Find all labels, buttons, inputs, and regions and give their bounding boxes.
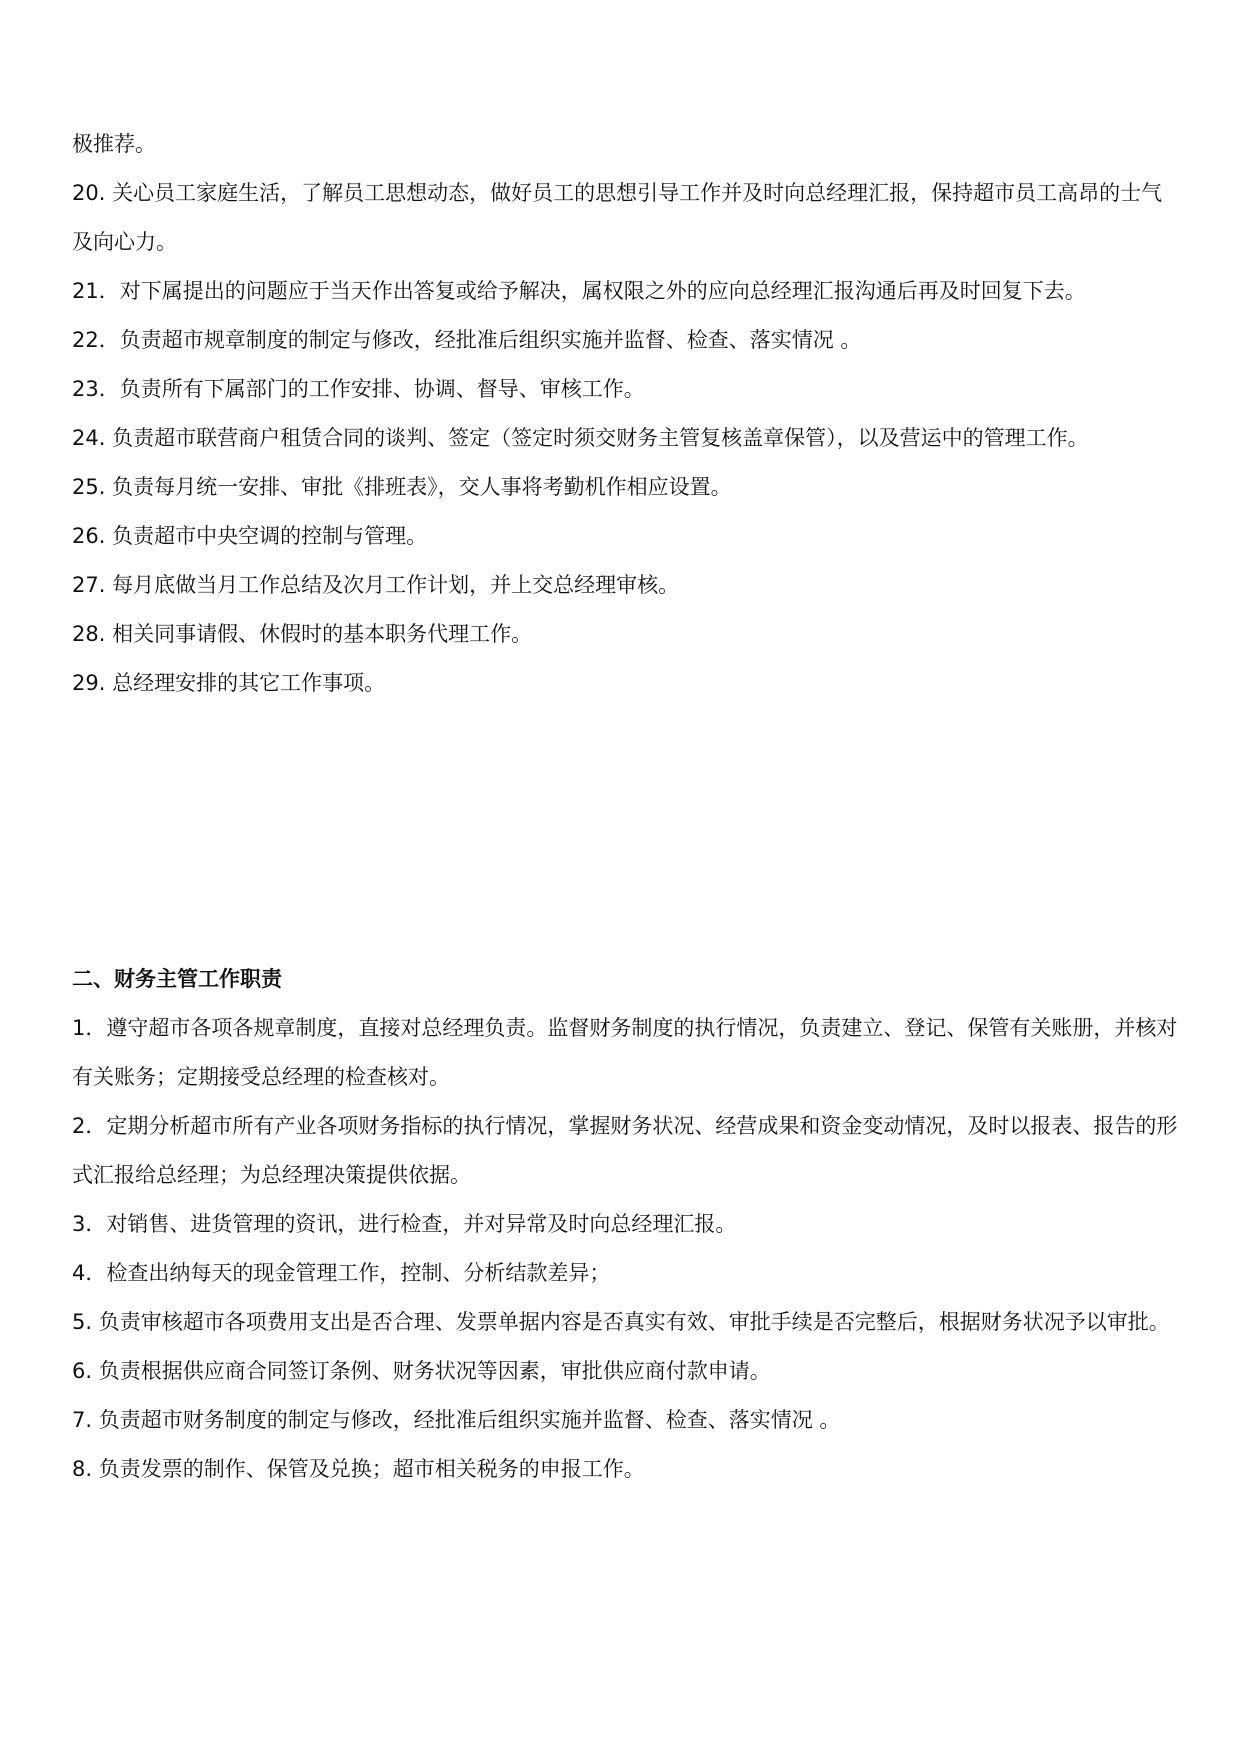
paragraph: 21．对下属提出的问题应于当天作出答复或给予解决，属权限之外的应向总经理汇报沟通后再及时回复下去。 xyxy=(72,279,1086,303)
paragraph: 22．负责超市规章制度的制定与修改，经批准后组织实施并监督、检查、落实情况 。 xyxy=(72,328,862,352)
paragraph: 3．对销售、进货管理的资讯，进行检查，并对异常及时向总经理汇报。 xyxy=(72,1212,737,1236)
paragraph: 28. 相关同事请假、休假时的基本职务代理工作。 xyxy=(72,622,533,646)
blank-space xyxy=(72,708,1182,955)
paragraph: 25. 负责每月统一安排、审批《排班表》，交人事将考勤机作相应设置。 xyxy=(72,475,732,499)
paragraph: 8. 负责发票的制作、保管及兑换；超市相关税务的申报工作。 xyxy=(72,1457,645,1481)
paragraph: 5. 负责审核超市各项费用支出是否合理、发票单据内容是否真实有效、审批手续是否完整后，根据财务状况予以审批。 xyxy=(72,1310,1170,1334)
section-duties-continued xyxy=(72,120,1182,708)
paragraph: 1．遵守超市各项各规章制度，直接对总经理负责。监督财务制度的执行情况，负责建立、登记、保管有关账册，并核对有关账务；定期接受总经理的检查核对。 xyxy=(72,1016,1178,1089)
paragraph: 23．负责所有下属部门的工作安排、协调、督导、审核工作。 xyxy=(72,377,645,401)
paragraph: 26. 负责超市中央空调的控制与管理。 xyxy=(72,524,428,548)
paragraph: 24. 负责超市联营商户租赁合同的谈判、签定（签定时须交财务主管复核盖章保管），以及营运中的管理工作。 xyxy=(72,426,1089,450)
paragraph: 20. 关心员工家庭生活，了解员工思想动态，做好员工的思想引导工作并及时向总经理汇报，保持超市员工高昂的士气及向心力。 xyxy=(72,181,1163,254)
section-finance-supervisor xyxy=(72,955,1182,1494)
document-page xyxy=(72,120,1182,1494)
section-heading: 二、财务主管工作职责 xyxy=(72,967,282,991)
paragraph: 2．定期分析超市所有产业各项财务指标的执行情况，掌握财务状况、经营成果和资金变动情况，及时以报表、报告的形式汇报给总经理；为总经理决策提供依据。 xyxy=(72,1114,1178,1187)
paragraph: 7. 负责超市财务制度的制定与修改，经批准后组织实施并监督、检查、落实情况 。 xyxy=(72,1408,841,1432)
paragraph: 6. 负责根据供应商合同签订条例、财务状况等因素，审批供应商付款申请。 xyxy=(72,1359,771,1383)
paragraph: 4．检查出纳每天的现金管理工作，控制、分析结款差异； xyxy=(72,1261,611,1285)
paragraph: 极推荐。 xyxy=(72,132,156,156)
paragraph: 29. 总经理安排的其它工作事项。 xyxy=(72,671,386,695)
paragraph: 27. 每月底做当月工作总结及次月工作计划，并上交总经理审核。 xyxy=(72,573,680,597)
